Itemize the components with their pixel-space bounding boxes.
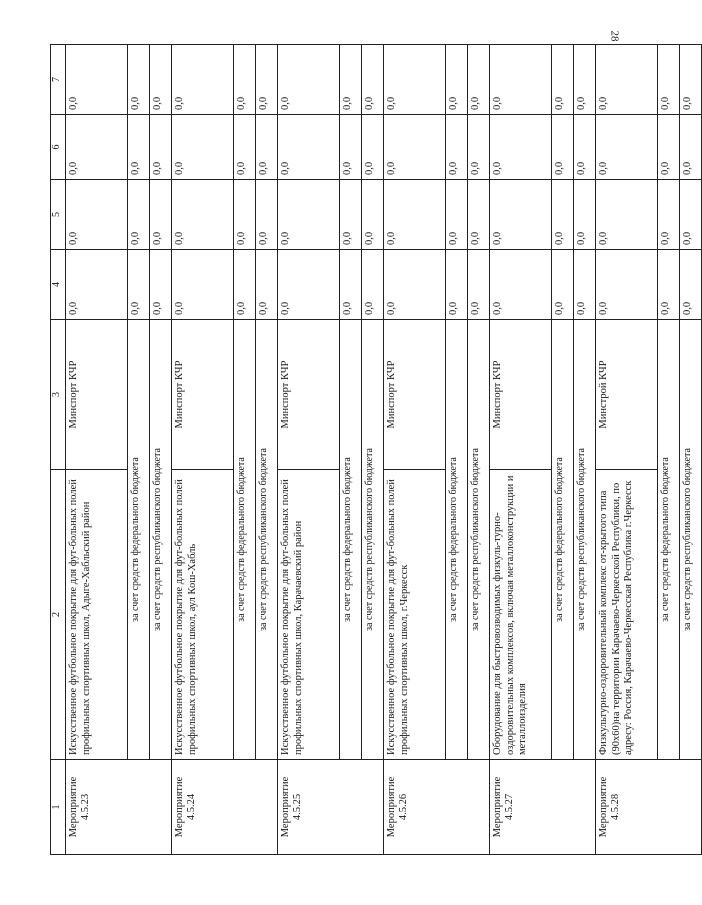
budget-source-value: 0,0: [680, 180, 702, 250]
budget-source-label: за счет средств федерального бюджета: [446, 320, 468, 760]
budget-source-value: 0,0: [552, 180, 574, 250]
measure-value: 0,0: [172, 180, 234, 250]
measure-value: 0,0: [384, 45, 446, 115]
budget-source-row: [150, 45, 172, 855]
measure-value: 0,0: [172, 115, 234, 180]
measure-value: 0,0: [172, 45, 234, 115]
budget-source-label: за счет средств федерального бюджета: [658, 320, 680, 760]
measure-description: Искусственное футбольное покрытие для фут-больных полей профильных спортивных школ, г.Черкесск: [384, 470, 446, 760]
budget-source-value: 0,0: [362, 45, 384, 115]
budget-source-label: за счет средств федерального бюджета: [552, 320, 574, 760]
budget-source-value: 0,0: [468, 45, 490, 115]
budget-source-value: 0,0: [574, 250, 596, 320]
budget-source-value: 0,0: [680, 45, 702, 115]
col-header-6: 6: [51, 115, 66, 180]
page-number: 28: [608, 30, 621, 42]
measure-organization: Минспорт КЧР: [278, 320, 340, 470]
budget-source-value: 0,0: [446, 250, 468, 320]
budget-source-value: 0,0: [128, 180, 150, 250]
budget-source-value: 0,0: [340, 45, 362, 115]
budget-source-row: [446, 45, 468, 855]
col-header-3: 3: [51, 320, 66, 470]
measure-organization: Минстрой КЧР: [596, 320, 658, 470]
budget-source-value: 0,0: [234, 180, 256, 250]
budget-source-value: 0,0: [362, 115, 384, 180]
measure-value: 0,0: [278, 250, 340, 320]
measure-id: Мероприятие 4.5.28: [596, 760, 702, 855]
measure-id: Мероприятие 4.5.24: [172, 760, 278, 855]
measure-row: [490, 45, 552, 855]
measure-row: [596, 45, 658, 855]
col-header-5: 5: [51, 180, 66, 250]
measure-value: 0,0: [596, 115, 658, 180]
budget-source-row: [552, 45, 574, 855]
measure-value: 0,0: [384, 250, 446, 320]
budget-source-value: 0,0: [574, 45, 596, 115]
budget-source-value: 0,0: [234, 45, 256, 115]
rotated-page: [50, 45, 693, 855]
measure-organization: Минспорт КЧР: [172, 320, 234, 470]
measure-description: Оборудование для быстровозводимых физкуль-турно-оздоровительных комплексов, включая металлоконструкции и металлоизделия: [490, 470, 552, 760]
measure-value: 0,0: [172, 250, 234, 320]
measure-value: 0,0: [596, 45, 658, 115]
measure-id: Мероприятие 4.5.26: [384, 760, 490, 855]
measure-value: 0,0: [278, 115, 340, 180]
budget-source-value: 0,0: [256, 45, 278, 115]
budget-source-value: 0,0: [658, 115, 680, 180]
budget-source-value: 0,0: [468, 180, 490, 250]
measure-description: Искусственное футбольное покрытие для фут-больных полей профильных спортивных школ, аул Кош-Хабль: [172, 470, 234, 760]
measure-value: 0,0: [278, 45, 340, 115]
measure-value: 0,0: [490, 115, 552, 180]
budget-source-value: 0,0: [340, 250, 362, 320]
measure-value: 0,0: [384, 180, 446, 250]
measure-value: 0,0: [490, 180, 552, 250]
budget-source-value: 0,0: [446, 115, 468, 180]
measure-row: [278, 45, 340, 855]
budget-source-label: за счет средств республиканского бюджета: [468, 320, 490, 760]
col-header-2: 2: [51, 470, 66, 760]
budget-source-value: 0,0: [362, 180, 384, 250]
budget-source-label: за счет средств республиканского бюджета: [362, 320, 384, 760]
budget-source-value: 0,0: [340, 180, 362, 250]
budget-source-label: за счет средств республиканского бюджета: [574, 320, 596, 760]
measure-value: 0,0: [384, 115, 446, 180]
measure-organization: Минспорт КЧР: [384, 320, 446, 470]
budget-source-row: [680, 45, 702, 855]
budget-source-label: за счет средств республиканского бюджета: [256, 320, 278, 760]
budget-source-row: [658, 45, 680, 855]
budget-source-row: [234, 45, 256, 855]
budget-source-value: 0,0: [552, 115, 574, 180]
measure-row: [66, 45, 128, 855]
budget-source-value: 0,0: [150, 180, 172, 250]
col-header-4: 4: [51, 250, 66, 320]
measure-id: Мероприятие 4.5.25: [278, 760, 384, 855]
budget-source-row: [574, 45, 596, 855]
measure-organization: Минспорт КЧР: [66, 320, 128, 470]
budget-source-value: 0,0: [340, 115, 362, 180]
budget-source-label: за счет средств федерального бюджета: [128, 320, 150, 760]
budget-source-value: 0,0: [468, 250, 490, 320]
budget-source-label: за счет средств республиканского бюджета: [680, 320, 702, 760]
measure-value: 0,0: [490, 45, 552, 115]
budget-source-value: 0,0: [658, 45, 680, 115]
budget-source-row: [256, 45, 278, 855]
col-header-7: 7: [51, 45, 66, 115]
budget-source-row: [340, 45, 362, 855]
budget-table: [50, 44, 702, 855]
budget-source-value: 0,0: [256, 115, 278, 180]
budget-source-label: за счет средств федерального бюджета: [234, 320, 256, 760]
budget-source-label: за счет средств федерального бюджета: [340, 320, 362, 760]
budget-source-row: [128, 45, 150, 855]
budget-source-value: 0,0: [128, 45, 150, 115]
budget-source-value: 0,0: [658, 180, 680, 250]
measure-value: 0,0: [66, 45, 128, 115]
measure-id: Мероприятие 4.5.23: [66, 760, 172, 855]
budget-source-label: за счет средств республиканского бюджета: [150, 320, 172, 760]
measure-value: 0,0: [66, 250, 128, 320]
measure-value: 0,0: [490, 250, 552, 320]
budget-source-value: 0,0: [552, 250, 574, 320]
budget-source-value: 0,0: [552, 45, 574, 115]
measure-row: [172, 45, 234, 855]
budget-source-value: 0,0: [680, 250, 702, 320]
measure-value: 0,0: [596, 180, 658, 250]
budget-source-value: 0,0: [468, 115, 490, 180]
col-header-1: 1: [51, 760, 66, 855]
measure-value: 0,0: [66, 180, 128, 250]
measure-description: Искусственное футбольное покрытие для фут-больных полей профильных спортивных школ, Карачаевский район: [278, 470, 340, 760]
budget-source-value: 0,0: [658, 250, 680, 320]
budget-source-value: 0,0: [150, 115, 172, 180]
header-row: [51, 45, 66, 855]
measure-value: 0,0: [278, 180, 340, 250]
measure-description: Физкультурно-оздоровительный комплекс от-крытого типа (90х60)на территории Карачаево-Черкесской Республики, по адресу: Россия, Карачаево-Черкесская Республика г.Черкесск: [596, 470, 658, 760]
budget-source-value: 0,0: [256, 180, 278, 250]
measure-row: [384, 45, 446, 855]
measure-id: Мероприятие 4.5.27: [490, 760, 596, 855]
measure-value: 0,0: [596, 250, 658, 320]
budget-source-value: 0,0: [446, 45, 468, 115]
measure-value: 0,0: [66, 115, 128, 180]
budget-source-value: 0,0: [574, 115, 596, 180]
measure-description: Искусственное футбольное покрытие для фут-больных полей профильных спортивных школ, Адыге-Хабльский район: [66, 470, 128, 760]
budget-source-value: 0,0: [128, 250, 150, 320]
budget-source-value: 0,0: [234, 250, 256, 320]
budget-source-value: 0,0: [574, 180, 596, 250]
budget-source-value: 0,0: [150, 250, 172, 320]
budget-source-value: 0,0: [128, 115, 150, 180]
budget-source-value: 0,0: [362, 250, 384, 320]
measure-organization: Минспорт КЧР: [490, 320, 552, 470]
budget-source-row: [468, 45, 490, 855]
budget-source-row: [362, 45, 384, 855]
budget-source-value: 0,0: [446, 180, 468, 250]
budget-source-value: 0,0: [234, 115, 256, 180]
budget-source-value: 0,0: [680, 115, 702, 180]
budget-source-value: 0,0: [150, 45, 172, 115]
budget-source-value: 0,0: [256, 250, 278, 320]
